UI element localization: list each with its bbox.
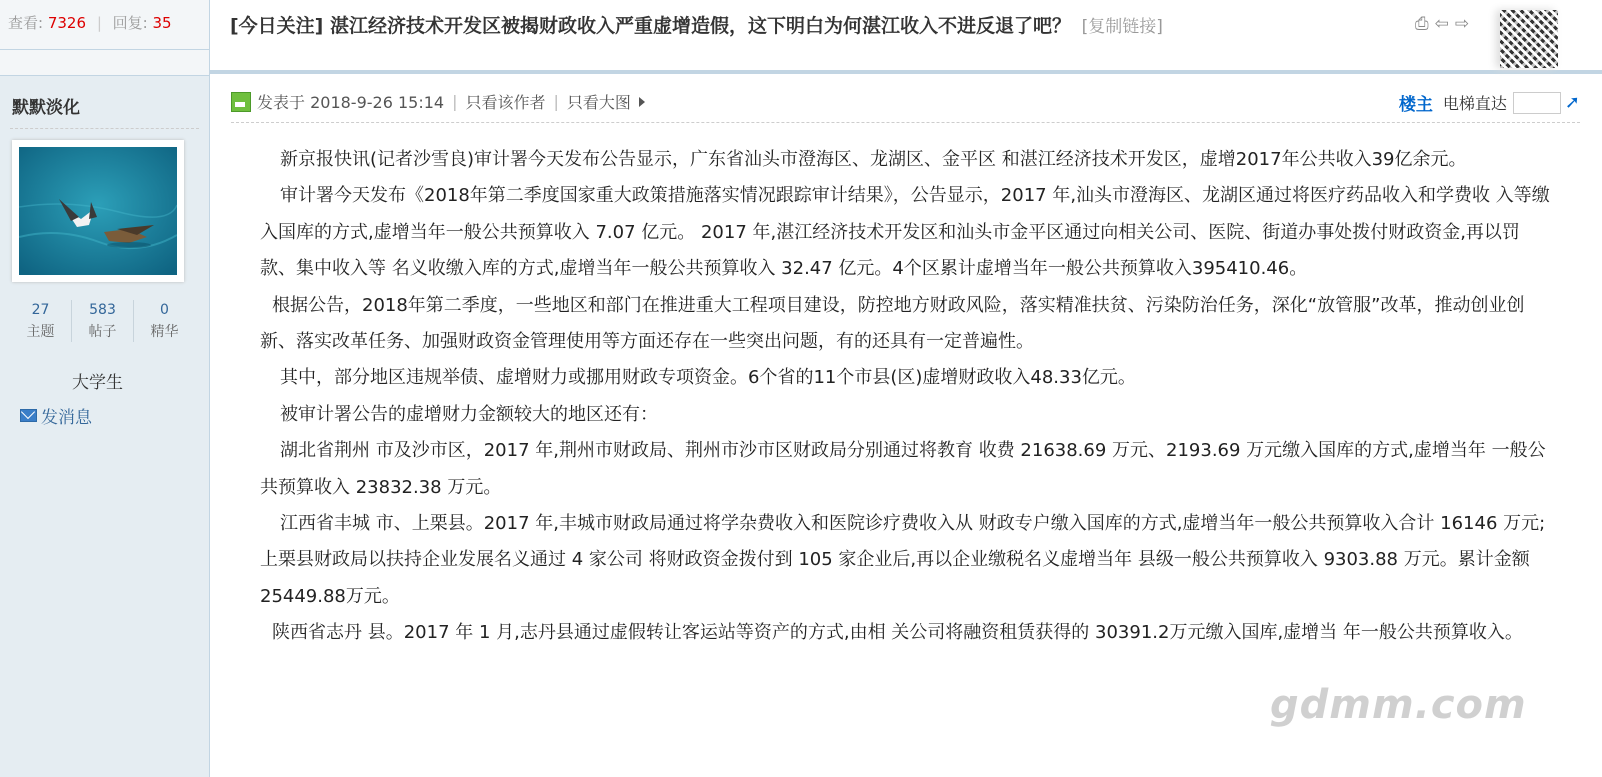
digest-count: 0 <box>160 302 169 318</box>
only-big-image-link[interactable]: 只看大图 <box>566 93 631 112</box>
post-content <box>260 142 1552 652</box>
paragraph: 被审计署公告的虚增财力金额较大的地区还有： <box>280 403 658 425</box>
caret-right-icon <box>639 97 645 107</box>
paragraph: 根据公告，2018年第二季度，一些地区和部门在推进重大工程项目建设，防控地方财政风险，落实精准扶贫、污染防治任务，深化“放管服”改革，推动创业创新、落实改革任务、加强财政资金管理使用等方面还存在一些突出问题，有的还具有一定普遍性。 <box>260 294 1525 353</box>
next-thread-icon[interactable]: ⇨ <box>1454 14 1470 34</box>
user-stats <box>10 300 195 342</box>
online-status-icon <box>231 92 251 112</box>
paragraph: 其中，部分地区违规举债、虚增财力或挪用财政专项资金。6个省的11个市县(区)虚增财政收入48.33亿元。 <box>280 367 1136 389</box>
post-meta-bar <box>231 88 1580 118</box>
qr-code-icon[interactable] <box>1500 10 1558 68</box>
send-message-label: 发消息 <box>41 408 92 428</box>
previous-thread-icon[interactable]: ⇦ <box>1434 14 1449 34</box>
post-date: 发表于 2018-9-26 15:14 <box>257 93 445 112</box>
thread-title-text: [今日关注] 湛江经济技术开发区被揭财政收入严重虚增造假，这下明白为何湛江收入不进反退了吧？ <box>230 15 1071 37</box>
send-message-link[interactable] <box>20 403 92 428</box>
views-count: 7326 <box>47 14 87 32</box>
topics-count: 27 <box>31 302 50 318</box>
header-tools <box>1415 14 1469 34</box>
paragraph: 江西省丰城 市、上栗县。2017 年,丰城市财政局通过将学杂费收入和医院诊疗费收入从 财政专户缴入国库的方式,虚增当年一般公共预算收入合计 16146 万元;上栗县财政局以扶持企业发展名义通过 4 家公司 将财政资金拨付到 105 家企业后,再以企业缴税名义虚增当年 县级一般公共预算收入 9303.88 万元。累计金额25449.88万元。 <box>260 513 1546 607</box>
divider <box>10 128 199 129</box>
replies-label: 回复: <box>112 14 148 32</box>
sidebar-band <box>0 50 209 76</box>
jump-icon[interactable]: ➚ <box>1564 92 1580 113</box>
mail-icon <box>20 409 37 422</box>
meta-divider: | <box>553 92 559 111</box>
paragraph: 新京报快讯(记者沙雪良)审计署今天发布公告显示，广东省汕头市澄海区、龙湖区、金平区 和湛江经济技术开发区，虚增2017年公共收入39亿余元。 <box>280 149 1467 170</box>
only-author-link[interactable]: 只看该作者 <box>465 93 546 112</box>
copy-link-button[interactable]: [复制链接] <box>1081 17 1163 37</box>
posts-label: 帖子 <box>88 324 117 340</box>
avatar[interactable] <box>12 140 184 282</box>
thread-header <box>210 0 1602 74</box>
author-name[interactable]: 默默淡化 <box>12 98 80 118</box>
user-rank: 大学生 <box>72 373 123 393</box>
thread-title <box>230 11 1163 38</box>
meta-divider: | <box>452 92 458 111</box>
elevator-input[interactable] <box>1513 92 1561 114</box>
seagull-photo <box>19 147 177 275</box>
author-sidebar <box>0 0 210 777</box>
floor-number: 楼主 <box>1398 95 1433 115</box>
print-icon[interactable]: ⎙ <box>1415 14 1429 34</box>
divider <box>231 122 1580 123</box>
topics-label: 主题 <box>26 324 55 340</box>
thread-stats <box>0 0 209 50</box>
watermark: gdmm.com <box>1270 682 1527 728</box>
paragraph: 湖北省荆州 市及沙市区，2017 年,荆州市财政局、荆州市沙市区财政局分别通过将教育 收费 21638.69 万元、2193.69 万元缴入国库的方式,虚增当年 一般公共预算收入 23832.38 万元。 <box>260 440 1546 498</box>
posts-stat[interactable] <box>71 300 133 342</box>
digest-label: 精华 <box>150 324 179 340</box>
elevator-label: 电梯直达 <box>1442 94 1507 113</box>
views-label: 查看: <box>8 14 44 32</box>
paragraph: 陕西省志丹 县。2017 年 1 月,志丹县通过虚假转让客运站等资产的方式,由相 关公司将融资租赁获得的 30391.2万元缴入国库,虚增当 年一般公共预算收入。 <box>272 622 1523 644</box>
paragraph: 审计署今天发布《2018年第二季度国家重大政策措施落实情况跟踪审计结果》，公告显示，2017 年,汕头市澄海区、龙湖区通过将医疗药品收入和学费收 入等缴入国库的方式,虚增当年一般公共预算收入 7.07 亿元。 2017 年,湛江经济技术开发区和汕头市金平区通过向相关公司、医院、街道办事处拨付财政资金,再以罚款、集中收入等 名义收缴入库的方式,虚增当年一般公共预算收入 32.47 亿元。4个区累计虚增当年一般公共预算收入395410.46。 <box>260 185 1550 280</box>
replies-count: 35 <box>152 14 172 32</box>
topics-stat[interactable] <box>10 300 71 342</box>
digest-stat[interactable] <box>133 300 195 342</box>
posts-count: 583 <box>89 302 116 318</box>
stats-divider: | <box>96 14 102 32</box>
